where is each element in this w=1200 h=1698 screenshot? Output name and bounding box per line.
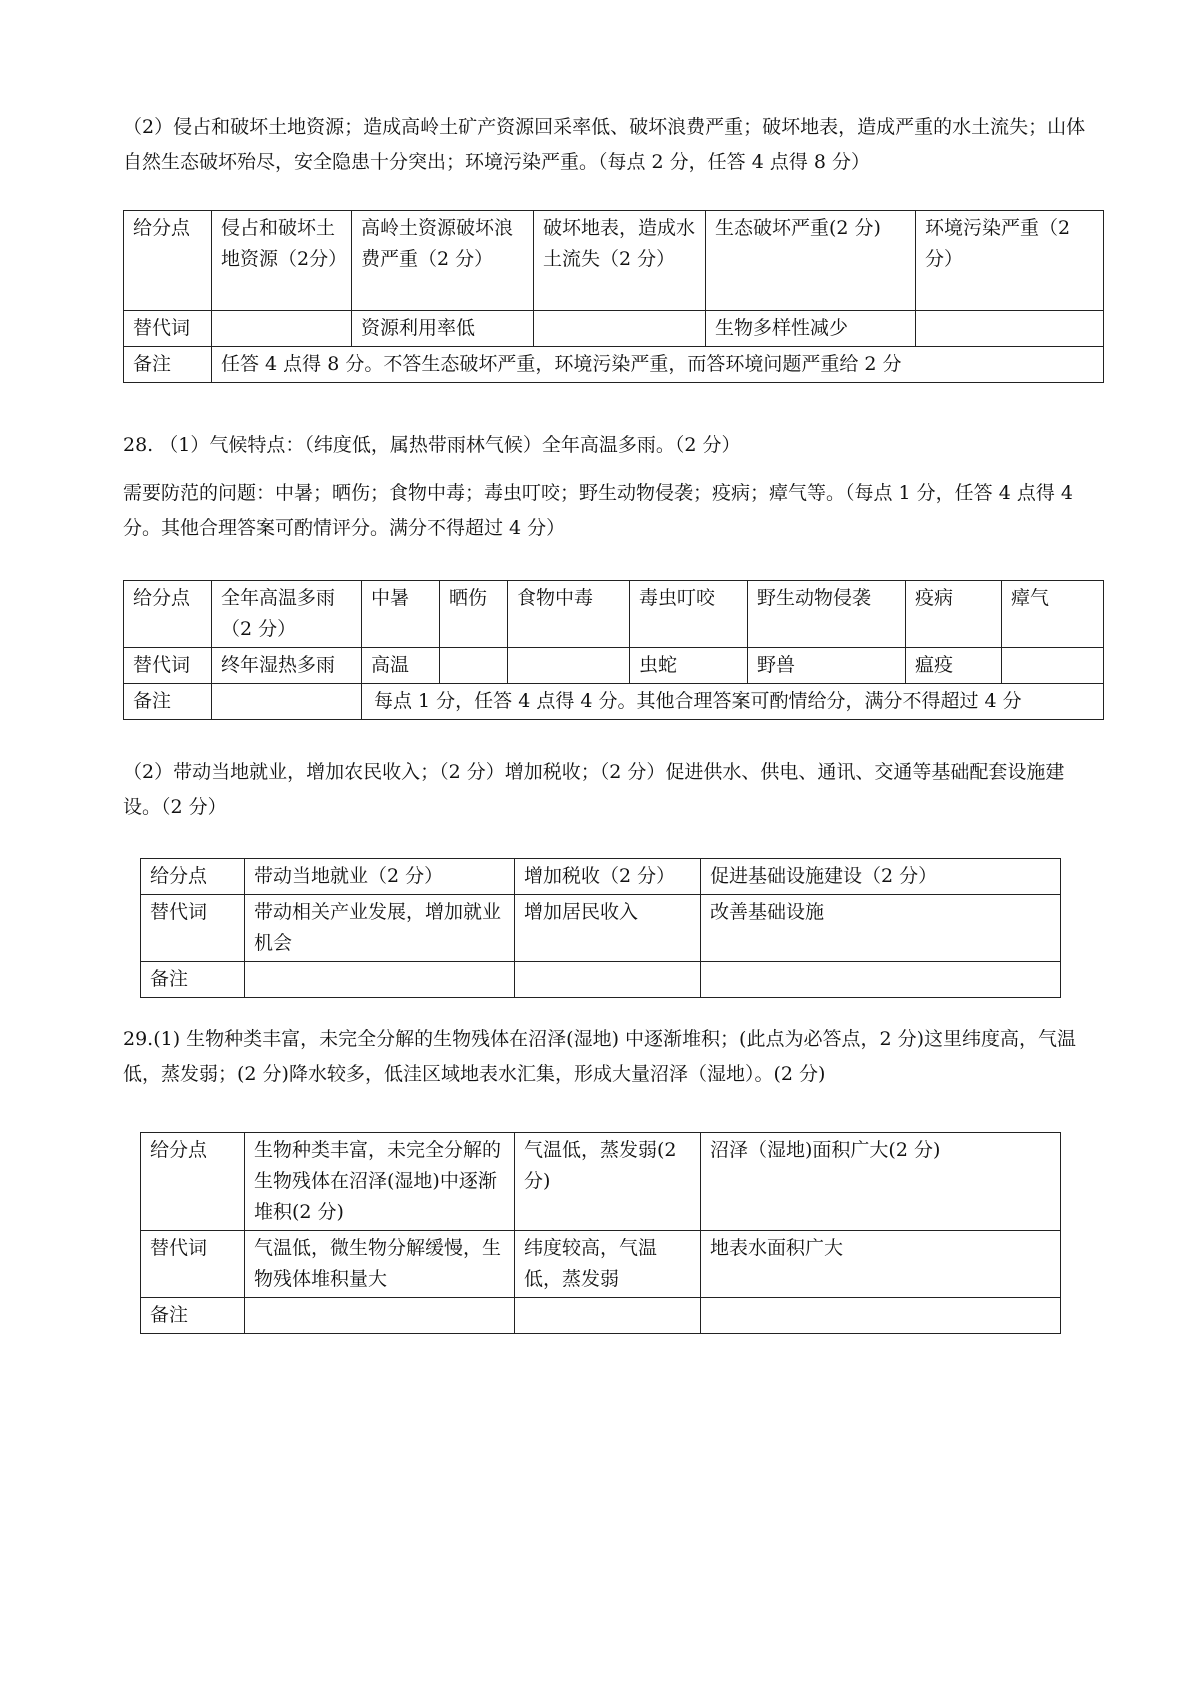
alternative-term: 高温 xyxy=(362,648,440,684)
q29-1-scoring-table xyxy=(140,1132,1061,1334)
remark: 任答 4 点得 8 分。不答生态破坏严重，环境污染严重，而答环境问题严重给 2 分 xyxy=(212,347,1104,383)
row-label: 替代词 xyxy=(141,895,245,962)
table-row xyxy=(141,1133,1061,1231)
table-row xyxy=(124,581,1104,648)
row-label: 给分点 xyxy=(141,859,245,895)
scoring-point: 沼泽（湿地)面积广大(2 分) xyxy=(701,1133,1061,1231)
table-row xyxy=(141,962,1061,998)
table-row xyxy=(124,684,1104,720)
alternative-term: 瘟疫 xyxy=(906,648,1002,684)
scoring-point: 高岭土资源破坏浪费严重（2 分） xyxy=(352,211,534,311)
table-row xyxy=(141,1298,1061,1334)
scoring-point: 侵占和破坏土地资源（2分） xyxy=(212,211,352,311)
alternative-term: 终年湿热多雨 xyxy=(212,648,362,684)
scoring-point: 全年高温多雨（2 分） xyxy=(212,581,362,648)
table-row xyxy=(141,859,1061,895)
remark xyxy=(245,1298,515,1334)
scoring-point: 晒伤 xyxy=(440,581,508,648)
scoring-point: 破坏地表，造成水土流失（2 分） xyxy=(534,211,706,311)
q27-2-paragraph: （2）侵占和破坏土地资源；造成高岭土矿产资源回采率低、破坏浪费严重；破坏地表，造成严重的水土流失；山体自然生态破坏殆尽，安全隐患十分突出；环境污染严重。（每点 2 分，任答 4 点得 8 分） xyxy=(123,116,1086,173)
remark xyxy=(701,1298,1061,1334)
remark xyxy=(245,962,515,998)
table-row xyxy=(141,895,1061,962)
remark xyxy=(515,1298,701,1334)
row-label: 备注 xyxy=(141,962,245,998)
scoring-point: 瘴气 xyxy=(1002,581,1104,648)
scoring-point: 生物种类丰富，未完全分解的生物残体在沼泽(湿地)中逐渐堆积(2 分) xyxy=(245,1133,515,1231)
table-row xyxy=(124,311,1104,347)
alternative-term: 增加居民收入 xyxy=(515,895,701,962)
scoring-point: 促进基础设施建设（2 分） xyxy=(701,859,1061,895)
q28-1-line1: 28. （1）气候特点：（纬度低，属热带雨林气候）全年高温多雨。（2 分） xyxy=(123,434,741,456)
alternative-term: 地表水面积广大 xyxy=(701,1231,1061,1298)
row-label: 替代词 xyxy=(124,311,212,347)
alternative-term: 资源利用率低 xyxy=(352,311,534,347)
alternative-term: 生物多样性减少 xyxy=(706,311,916,347)
alternative-term: 改善基础设施 xyxy=(701,895,1061,962)
alternative-term: 纬度较高，气温低，蒸发弱 xyxy=(515,1231,701,1298)
remark xyxy=(701,962,1061,998)
row-label: 替代词 xyxy=(124,648,212,684)
q27-2-scoring-table xyxy=(123,210,1104,383)
remark-empty xyxy=(212,684,362,720)
scoring-point: 中暑 xyxy=(362,581,440,648)
scoring-point: 疫病 xyxy=(906,581,1002,648)
row-label: 备注 xyxy=(124,347,212,383)
scoring-point: 野生动物侵袭 xyxy=(748,581,906,648)
alternative-term: 虫蛇 xyxy=(630,648,748,684)
remark: 每点 1 分，任答 4 点得 4 分。其他合理答案可酌情给分，满分不得超过 4 分 xyxy=(362,684,1104,720)
table-row xyxy=(141,1231,1061,1298)
alternative-term: 野兽 xyxy=(748,648,906,684)
table-row xyxy=(124,347,1104,383)
remark xyxy=(515,962,701,998)
alternative-term xyxy=(916,311,1104,347)
scoring-point: 气温低，蒸发弱(2 分) xyxy=(515,1133,701,1231)
alternative-term: 带动相关产业发展，增加就业机会 xyxy=(245,895,515,962)
scoring-point: 环境污染严重（2 分） xyxy=(916,211,1104,311)
table-row xyxy=(124,648,1104,684)
alternative-term xyxy=(508,648,630,684)
q28-1-scoring-table xyxy=(123,580,1104,720)
q28-2-paragraph: （2）带动当地就业，增加农民收入；（2 分）增加税收；（2 分）促进供水、供电、通讯、交通等基础配套设施建设。（2 分） xyxy=(123,761,1065,818)
scoring-point: 增加税收（2 分） xyxy=(515,859,701,895)
row-label: 备注 xyxy=(141,1298,245,1334)
row-label: 给分点 xyxy=(124,581,212,648)
q28-1-line2: 需要防范的问题：中暑；晒伤；食物中毒；毒虫叮咬；野生动物侵袭；疫病；瘴气等。（每点 1 分，任答 4 点得 4 分。其他合理答案可酌情评分。满分不得超过 4 分） xyxy=(123,482,1073,539)
scoring-point: 食物中毒 xyxy=(508,581,630,648)
scoring-point: 毒虫叮咬 xyxy=(630,581,748,648)
alternative-term xyxy=(440,648,508,684)
row-label: 给分点 xyxy=(124,211,212,311)
scoring-point: 带动当地就业（2 分） xyxy=(245,859,515,895)
scoring-point: 生态破坏严重(2 分) xyxy=(706,211,916,311)
alternative-term: 气温低，微生物分解缓慢，生物残体堆积量大 xyxy=(245,1231,515,1298)
q28-2-scoring-table xyxy=(140,858,1061,998)
row-label: 给分点 xyxy=(141,1133,245,1231)
alternative-term xyxy=(534,311,706,347)
q29-1-paragraph: 29.(1) 生物种类丰富，未完全分解的生物残体在沼泽(湿地) 中逐渐堆积；(此点为必答点，2 分)这里纬度高，气温低，蒸发弱；(2 分)降水较多，低洼区域地表水汇集，形成大量沼泽（湿地）。(2 分) xyxy=(123,1028,1076,1085)
table-row xyxy=(124,211,1104,311)
row-label: 备注 xyxy=(124,684,212,720)
alternative-term xyxy=(1002,648,1104,684)
row-label: 替代词 xyxy=(141,1231,245,1298)
alternative-term xyxy=(212,311,352,347)
